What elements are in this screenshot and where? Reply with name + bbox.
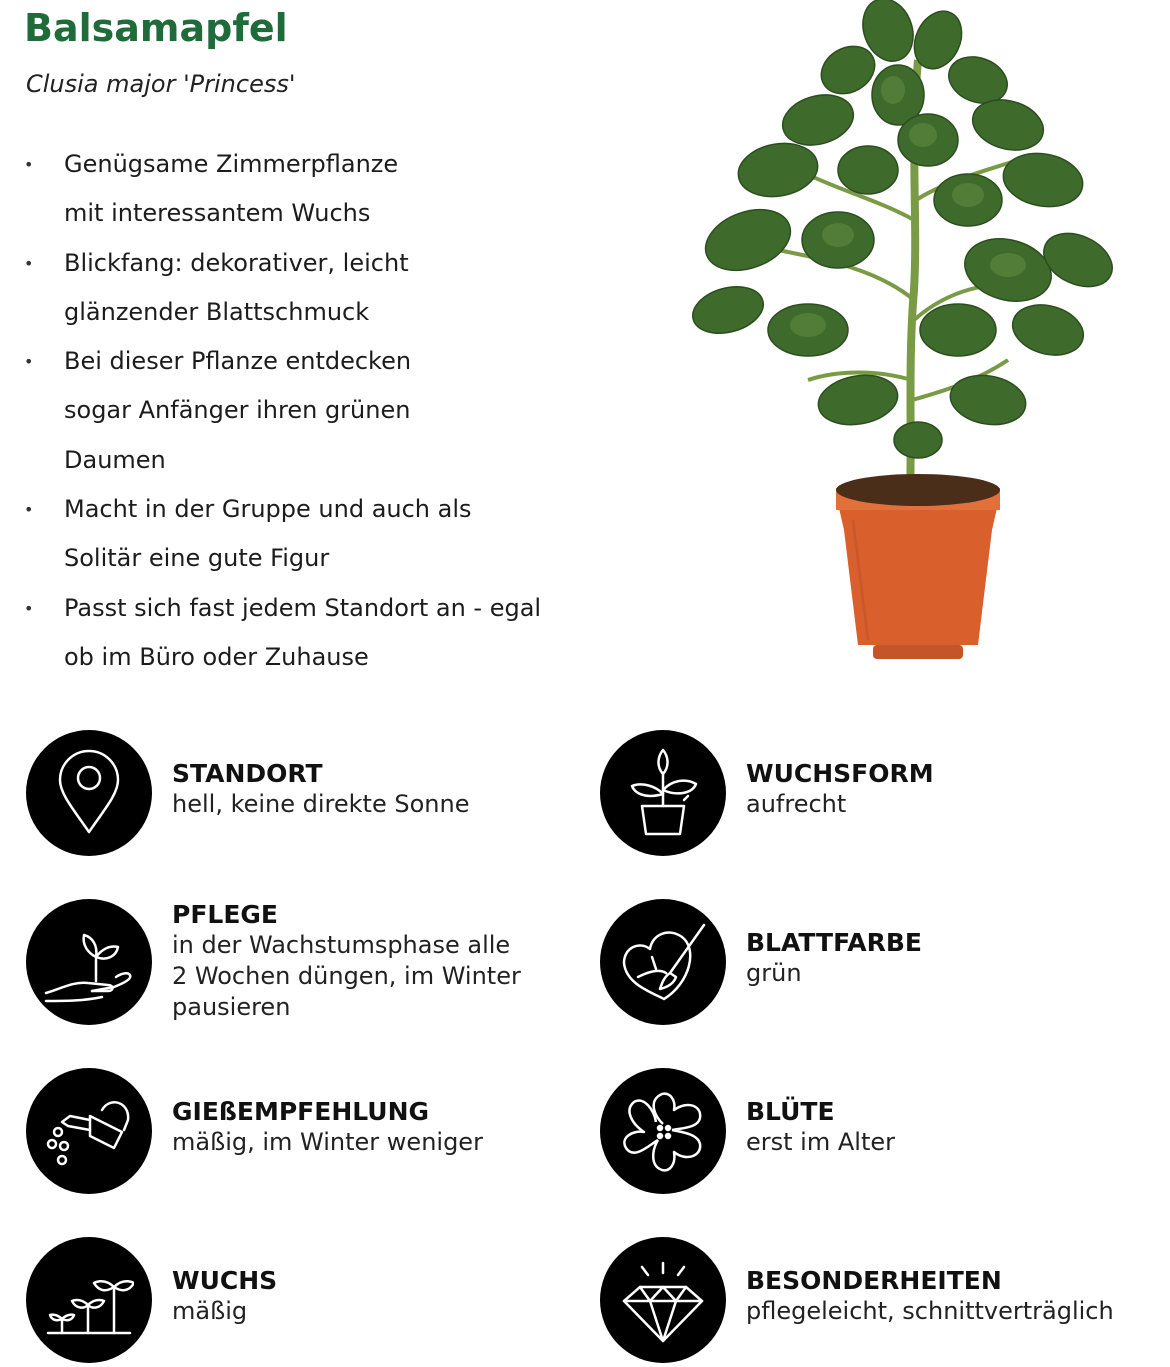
- icon-circle: [26, 730, 152, 856]
- feature-text: mäßig: [172, 1297, 248, 1325]
- feature-text: erst im Alter: [746, 1128, 895, 1156]
- bullet-item: • Genügsame Zimmerpflanze mit interessantem Wuchs: [24, 140, 444, 239]
- icon-circle: [26, 899, 152, 1025]
- leaf-brush-icon: [618, 917, 708, 1007]
- feature-pflege: [26, 899, 586, 1029]
- bullet-item: • Blickfang: dekorativer, leicht glänzender Blattschmuck: [24, 239, 534, 338]
- feature-text: in der Wachstumsphase alle 2 Wochen düngen, im Winter pausieren: [172, 931, 521, 1021]
- feature-title: BLATTFARBE: [746, 928, 923, 957]
- feature-title: GIEßEMPFEHLUNG: [172, 1097, 430, 1126]
- feature-blattfarbe: [600, 899, 1160, 1029]
- bullet-item: • Macht in der Gruppe und auch als Solitär eine gute Figur: [24, 485, 544, 584]
- icon-circle: [26, 1068, 152, 1194]
- bullet-item: • Bei dieser Pflanze entdecken sogar Anfänger ihren grünen Daumen: [24, 337, 484, 485]
- product-subtitle: Clusia major 'Princess': [26, 70, 296, 98]
- flower-icon: [618, 1086, 708, 1176]
- feature-text: grün: [746, 959, 802, 987]
- feature-title: WUCHS: [172, 1266, 278, 1295]
- feature-bluete: [600, 1068, 1160, 1198]
- bullet-item: • Passt sich fast jedem Standort an - egal ob im Büro oder Zuhause: [24, 584, 564, 683]
- location-pin-icon: [44, 748, 134, 838]
- icon-circle: [600, 730, 726, 856]
- icon-circle: [26, 1237, 152, 1363]
- icon-circle: [600, 899, 726, 1025]
- icon-circle: [600, 1068, 726, 1194]
- feature-besonderheiten: [600, 1237, 1160, 1367]
- feature-wuchsform: [600, 730, 1160, 860]
- feature-giessempfehlung: [26, 1068, 586, 1198]
- hand-seedling-icon: [44, 917, 134, 1007]
- feature-bullet-list: [24, 140, 604, 682]
- feature-text: mäßig, im Winter weniger: [172, 1128, 483, 1156]
- icon-circle: [600, 1237, 726, 1363]
- watering-can-icon: [44, 1086, 134, 1176]
- feature-standort: [26, 730, 586, 860]
- feature-text: pflegeleicht, schnittverträglich: [746, 1297, 1114, 1325]
- diamond-icon: [618, 1255, 708, 1345]
- feature-title: STANDORT: [172, 759, 323, 788]
- feature-wuchs: [26, 1237, 586, 1367]
- feature-title: BESONDERHEITEN: [746, 1266, 1002, 1295]
- plant-photo: [688, 0, 1128, 670]
- feature-title: WUCHSFORM: [746, 759, 934, 788]
- feature-title: PFLEGE: [172, 900, 279, 929]
- feature-text: aufrecht: [746, 790, 847, 818]
- feature-text: hell, keine direkte Sonne: [172, 790, 470, 818]
- feature-title: BLÜTE: [746, 1097, 835, 1126]
- product-title: Balsamapfel: [24, 6, 288, 50]
- growth-icon: [44, 1255, 134, 1345]
- potted-plant-icon: [618, 748, 708, 838]
